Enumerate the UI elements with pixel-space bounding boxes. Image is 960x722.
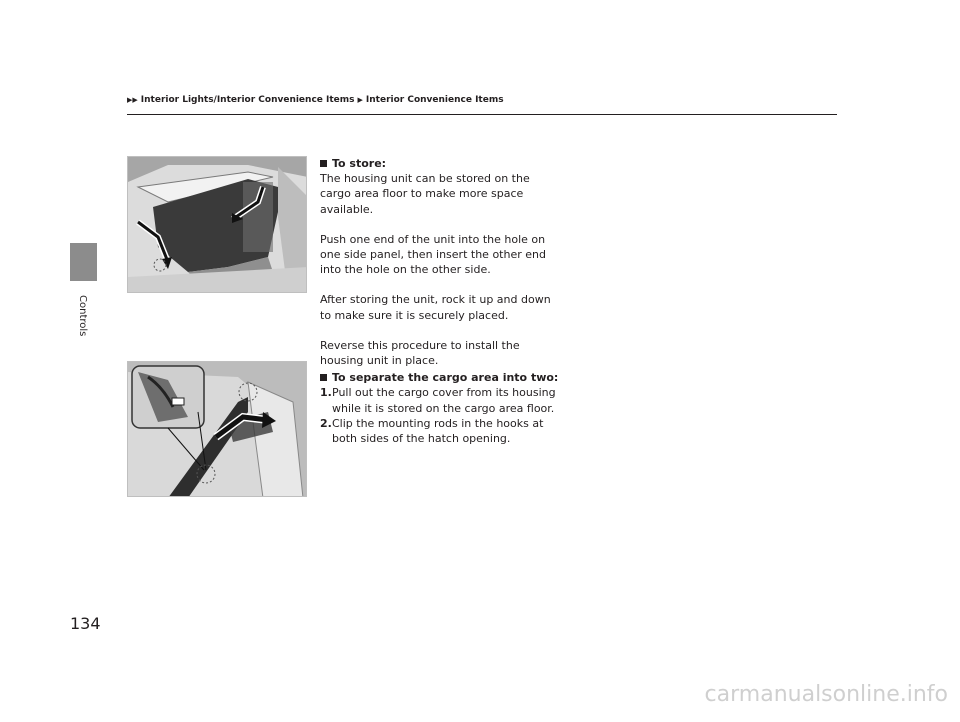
step-number: 1. (320, 386, 332, 400)
step-number: 2. (320, 416, 332, 430)
step-item (320, 385, 560, 415)
store-para-4: Reverse this procedure to install the housing unit in place. (320, 338, 520, 368)
watermark: carmanualsonline.info (704, 682, 948, 707)
step-text: Pull out the cargo cover from its housing while it is stored on the cargo area floor. (332, 386, 556, 415)
breadcrumb-arrow-icon: ▶ (357, 96, 363, 104)
separate-illustration (127, 361, 307, 497)
separate-heading (320, 370, 560, 385)
store-illustration (127, 156, 307, 293)
page-number: 134 (70, 614, 101, 633)
store-para-2: Push one end of the unit into the hole on one side panel, then insert the other end into the hole on the other side. (320, 232, 546, 277)
section-label: Controls (77, 295, 88, 337)
store-para-1: The housing unit can be stored on the cargo area floor to make more space available. (320, 172, 530, 216)
step-text: Clip the mounting rods in the hooks at both sides of the hatch opening. (332, 416, 544, 446)
square-bullet-icon (320, 160, 327, 167)
square-bullet-icon (320, 374, 327, 381)
separate-heading-text: To separate the cargo area into two: (332, 371, 559, 385)
store-heading-text: To store: (332, 157, 387, 170)
store-heading (320, 156, 560, 171)
breadcrumb (127, 95, 504, 105)
breadcrumb-arrow-icon: ▶▶ (127, 96, 138, 104)
store-para-3: After storing the unit, rock it up and down to make sure it is securely placed. (320, 293, 551, 322)
section-tab (70, 243, 97, 281)
step-item (320, 416, 560, 446)
breadcrumb-item-1[interactable]: Interior Lights/Interior Convenience Items (140, 95, 355, 105)
header-rule (127, 114, 837, 115)
content-column (320, 156, 560, 446)
breadcrumb-item-2[interactable]: Interior Convenience Items (365, 95, 504, 105)
